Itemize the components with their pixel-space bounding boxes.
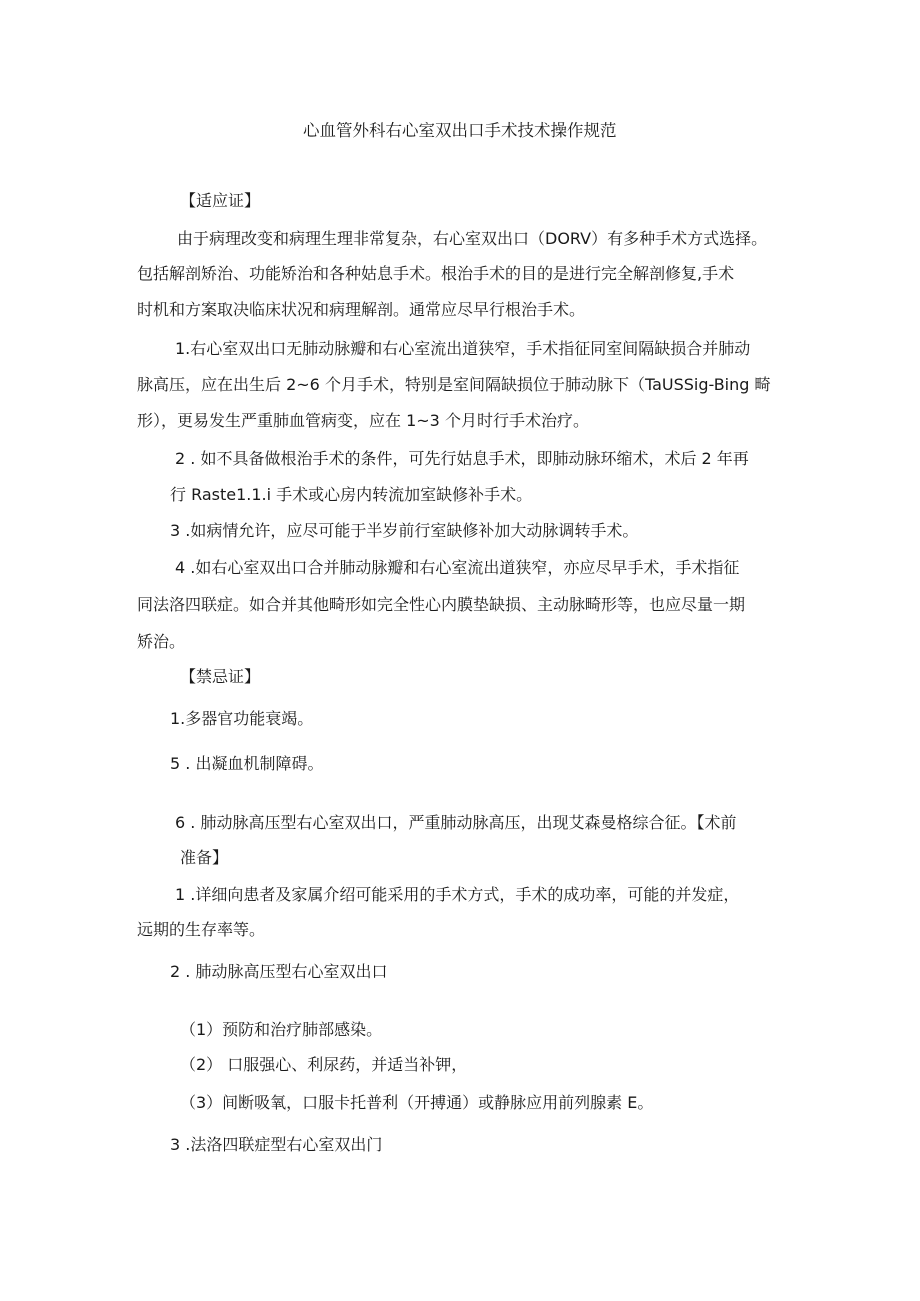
indication-item-3: 3 .如病情允许，应尽可能于半岁前行室缺修补加大动脉调转手术。 (170, 521, 639, 540)
preparation-sub-3: （3）间断吸氧，口服卡托普利（开搏通）或静脉应用前列腺素 E。 (180, 1093, 654, 1112)
indication-item-4-line-3: 矫治。 (137, 632, 186, 651)
page-title: 心血管外科右心室双出口手术技术操作规范 (303, 121, 617, 140)
preparation-item-1-line-2: 远期的生存率等。 (137, 920, 266, 939)
indication-item-1-line-3: 形），更易发生严重肺血管病变，应在 1~3 个月时行手术治疗。 (137, 411, 589, 430)
contraindication-item-6-line-2: 准备】 (180, 848, 229, 867)
preparation-item-3: 3 .法洛四联症型右心室双出门 (170, 1135, 383, 1154)
preparation-sub-1: （1）预防和治疗肺部感染。 (180, 1020, 383, 1039)
indication-item-2-line-2: 行 Raste1.1.i 手术或心房内转流加室缺修补手术。 (170, 485, 533, 504)
indications-heading: 【适应证】 (180, 191, 261, 210)
preparation-item-1-line-1: 1 .详细向患者及家属介绍可能采用的手术方式，手术的成功率，可能的并发症， (175, 885, 740, 904)
indication-item-4-line-2: 同法洛四联症。如合并其他畸形如完全性心内膜垫缺损、主动脉畸形等，也应尽量一期 (137, 595, 746, 614)
indication-item-1-line-2: 脉高压，应在出生后 2~6 个月手术，特别是室间隔缺损位于肺动脉下（TaUSSig-Bing 畸 (137, 375, 771, 394)
preparation-item-2: 2 . 肺动脉高压型右心室双出口 (170, 962, 388, 981)
indication-item-2-line-1: 2 . 如不具备做根治手术的条件，可先行姑息手术，即肺动脉环缩术，术后 2 年再 (175, 449, 749, 468)
contraindication-item-1: 1.多器官功能衰竭。 (170, 709, 314, 728)
intro-line-3: 时机和方案取决临床状况和病理解剖。通常应尽早行根治手术。 (137, 300, 586, 319)
indication-item-4-line-1: 4 .如右心室双出口合并肺动脉瓣和右心室流出道狭窄，亦应尽早手术，手术指征 (175, 558, 740, 577)
indication-item-1-line-1: 1.右心室双出口无肺动脉瓣和右心室流出道狭窄，手术指征同室间隔缺损合并肺动 (175, 339, 751, 358)
contraindications-heading: 【禁忌证】 (180, 667, 261, 686)
preparation-sub-2: （2） 口服强心、利尿药，并适当补钾， (180, 1055, 468, 1074)
intro-line-2: 包括解剖矫治、功能矫治和各种姑息手术。根治手术的目的是进行完全解剖修复,手术 (137, 264, 735, 283)
contraindication-item-5: 5 . 出凝血机制障碍。 (170, 754, 324, 773)
intro-line-1: 由于病理改变和病理生理非常复杂，右心室双出口（DORV）有多种手术方式选择。 (177, 229, 768, 248)
contraindication-item-6-line-1: 6 . 肺动脉高压型右心室双出口，严重肺动脉高压，出现艾森曼格综合征。【术前 (175, 813, 737, 832)
